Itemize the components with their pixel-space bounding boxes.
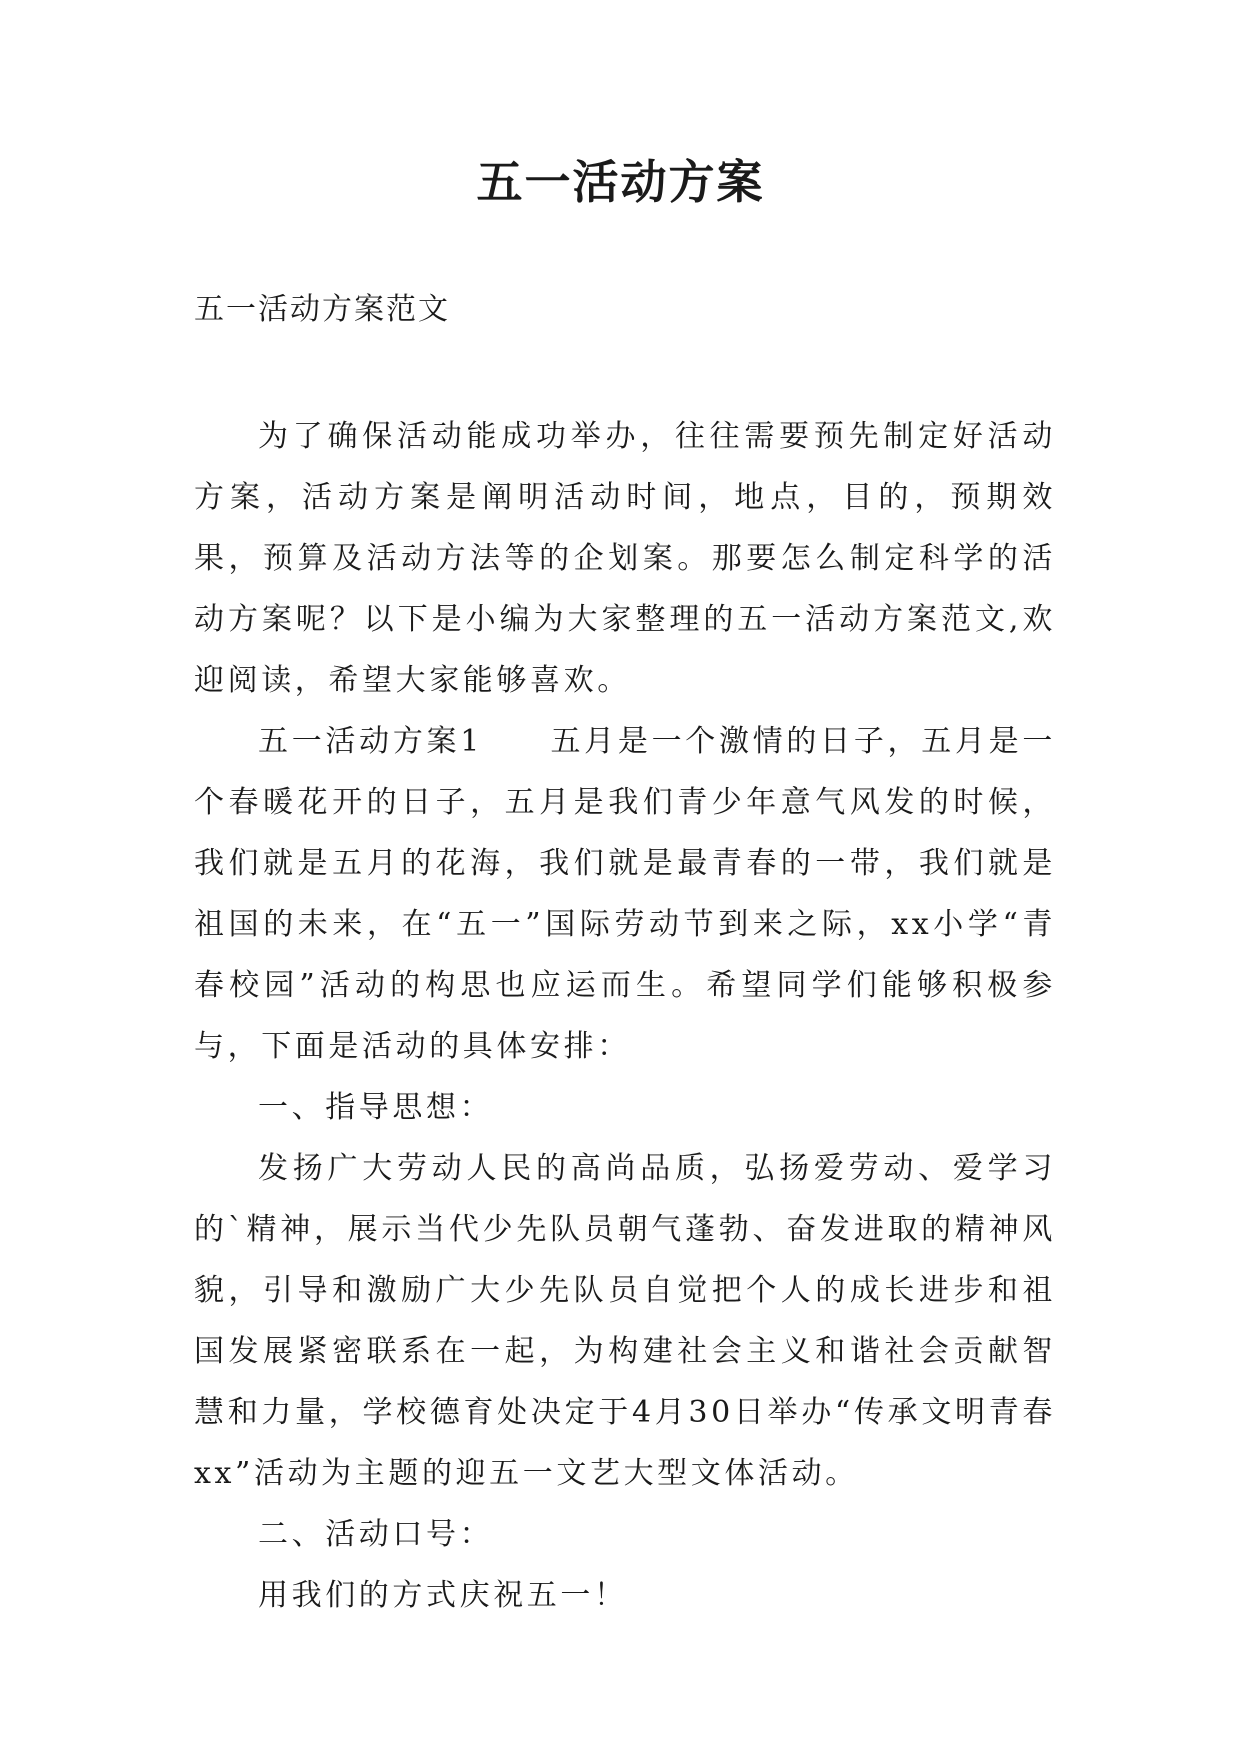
document-title: 五一活动方案 — [476, 155, 765, 209]
document-subtitle: 五一活动方案范文 — [194, 292, 450, 327]
document-body — [194, 406, 1056, 1626]
plan-1-paragraph: 五一活动方案1 五月是一个激情的日子，五月是一个春暖花开的日子，五月是我们青少年意气风发的时候，我们就是五月的花海，我们就是最青春的一带，我们就是祖国的未来，在“五一”国际劳动节到来之际，xx小学“青春校园”活动的构思也应运而生。希望同学们能够积极参与，下面是活动的具体安排： — [194, 724, 1056, 1064]
section-heading-guiding-idea: 一、指导思想： — [258, 1090, 494, 1125]
intro-paragraph: 为了确保活动能成功举办，往往需要预先制定好活动方案，活动方案是阐明活动时间，地点，目的，预期效果，预算及活动方法等的企划案。那要怎么制定科学的活动方案呢？以下是小编为大家整理的五一活动方案范文,欢迎阅读，希望大家能够喜欢。 — [194, 419, 1056, 698]
guiding-idea-paragraph: 发扬广大劳动人民的高尚品质，弘扬爱劳动、爱学习的`精神，展示当代少先队员朝气蓬勃、奋发进取的精神风貌，引导和激励广大少先队员自觉把个人的成长进步和祖国发展紧密联系在一起，为构建社会主义和谐社会贡献智慧和力量，学校德育处决定于4月30日举办“传承文明青春xx”活动为主题的迎五一文艺大型文体活动。 — [194, 1151, 1056, 1491]
slogan-paragraph: 用我们的方式庆祝五一！ — [258, 1578, 628, 1613]
section-heading-slogan: 二、活动口号： — [258, 1517, 494, 1552]
